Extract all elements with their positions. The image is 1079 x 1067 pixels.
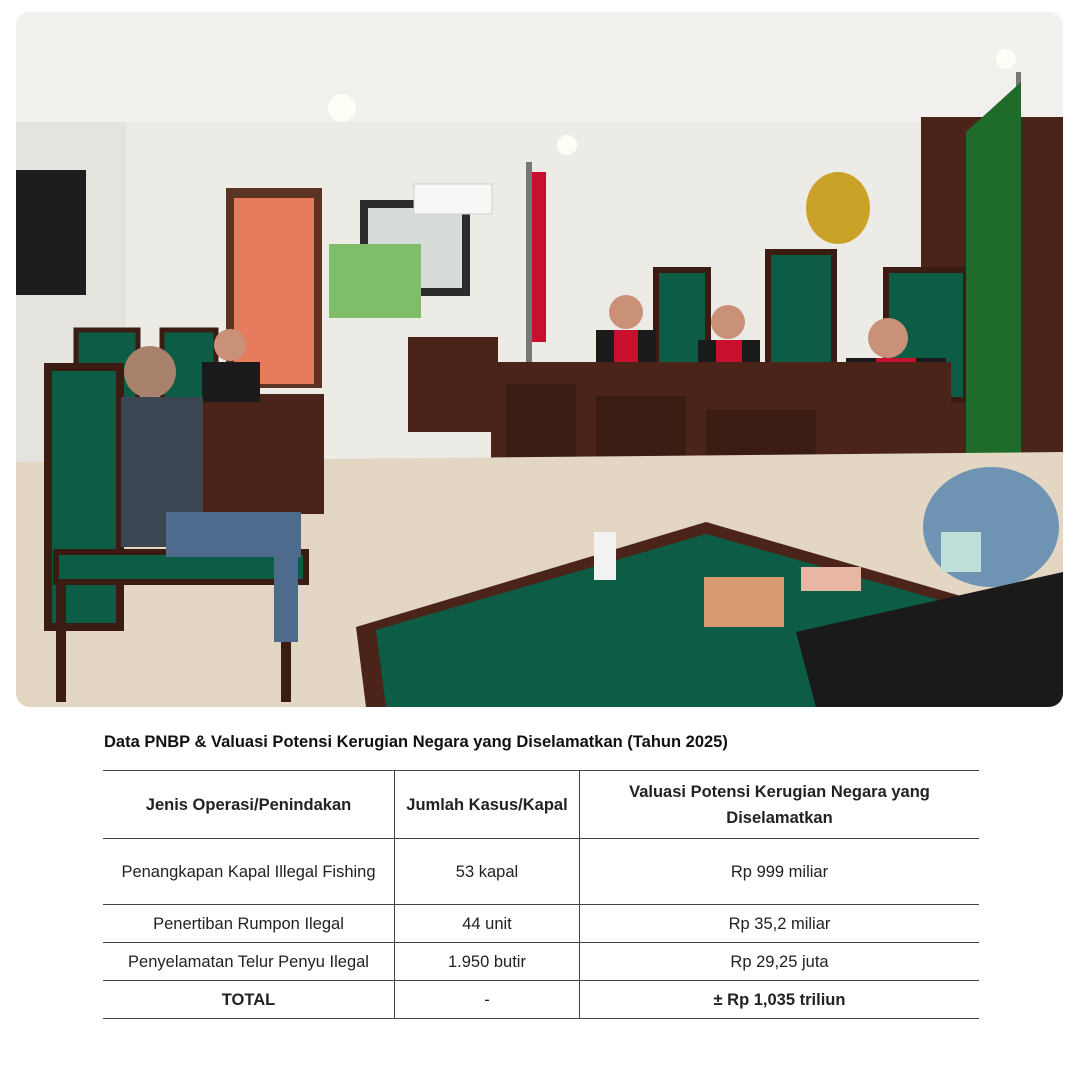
cell-count: 1.950 butir: [395, 943, 580, 981]
cell-valuation: Rp 999 miliar: [580, 839, 980, 905]
courtroom-photo: [16, 12, 1063, 707]
cell-operation: Penangkapan Kapal Illegal Fishing: [103, 839, 395, 905]
cell-count: 53 kapal: [395, 839, 580, 905]
total-valuation: ± Rp 1,035 triliun: [580, 981, 980, 1019]
table-row: [103, 943, 979, 981]
cell-operation: Penertiban Rumpon Ilegal: [103, 905, 395, 943]
cell-valuation: Rp 29,25 juta: [580, 943, 980, 981]
cell-valuation: Rp 35,2 miliar: [580, 905, 980, 943]
table-caption: Data PNBP & Valuasi Potensi Kerugian Negara yang Diselamatkan (Tahun 2025): [104, 733, 728, 751]
table-row: [103, 905, 979, 943]
pnbp-valuation-table: [103, 770, 979, 1019]
total-count: -: [395, 981, 580, 1019]
header-loss-valuation: Valuasi Potensi Kerugian Negara yang Diselamatkan: [580, 771, 980, 839]
total-label: TOTAL: [103, 981, 395, 1019]
table-header-row: [103, 771, 979, 839]
courtroom-illustration: [16, 12, 1063, 707]
table-row: [103, 839, 979, 905]
header-case-count: Jumlah Kasus/Kapal: [395, 771, 580, 839]
header-operation-type: Jenis Operasi/Penindakan: [103, 771, 395, 839]
table-total-row: [103, 981, 979, 1019]
cell-operation: Penyelamatan Telur Penyu Ilegal: [103, 943, 395, 981]
cell-count: 44 unit: [395, 905, 580, 943]
